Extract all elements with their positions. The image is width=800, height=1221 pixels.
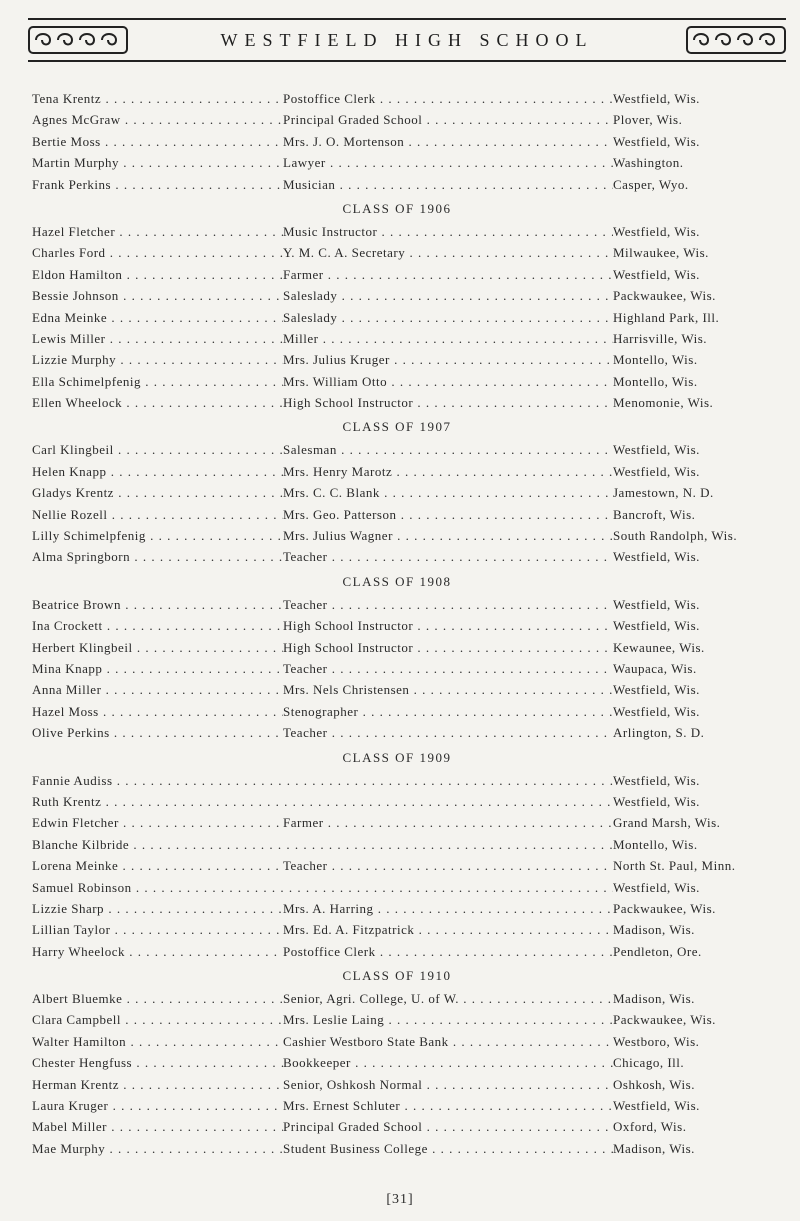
alumni-location: Pendleton, Ore.	[613, 943, 702, 959]
class-heading: CLASS OF 1906	[342, 200, 452, 216]
alumni-occupation: Mrs. Geo. Patterson	[283, 506, 397, 522]
alumni-name: Mabel Miller	[32, 1119, 107, 1135]
alumni-name: Mae Murphy	[32, 1140, 106, 1156]
alumni-occupation: Stenographer	[283, 703, 359, 719]
alumni-name: Lizzie Murphy	[32, 352, 117, 368]
alumni-occupation: Mrs. C. C. Blank	[283, 485, 380, 501]
alumni-name: Eldon Hamilton	[32, 266, 123, 282]
alumni-row	[32, 637, 792, 658]
alumni-row	[32, 701, 792, 722]
alumni-row	[32, 877, 792, 898]
alumni-row	[32, 834, 792, 855]
alumni-occupation: Lawyer	[283, 155, 326, 171]
alumni-name: Lillian Taylor	[32, 922, 111, 938]
alumni-name: Chester Hengfuss	[32, 1055, 133, 1071]
alumni-name: Harry Wheelock	[32, 943, 126, 959]
alumni-occupation: Teacher	[283, 549, 328, 565]
alumni-name: Ina Crockett	[32, 618, 103, 634]
alumni-row	[32, 285, 792, 306]
alumni-location: Westfield, Wis.	[613, 596, 700, 612]
alumni-name: Helen Knapp	[32, 463, 107, 479]
alumni-name: Blanche Kilbride	[32, 836, 130, 852]
alumni-row	[32, 770, 792, 791]
class-heading: CLASS OF 1907	[342, 419, 452, 435]
alumni-location: Bancroft, Wis.	[613, 506, 696, 522]
alumni-name: Clara Campbell	[32, 1012, 121, 1028]
alumni-name: Olive Perkins	[32, 725, 110, 741]
alumni-location: Westfield, Wis.	[613, 1098, 700, 1114]
alumni-location: Chicago, Ill.	[613, 1055, 685, 1071]
alumni-list	[32, 88, 792, 1159]
alumni-row	[32, 439, 792, 460]
alumni-occupation: High School Instructor	[283, 618, 414, 634]
alumni-name: Anna Miller	[32, 682, 102, 698]
alumni-location: Waupaca, Wis.	[613, 660, 697, 676]
alumni-occupation: Saleslady	[283, 288, 338, 304]
alumni-row	[32, 919, 792, 940]
alumni-location: Westfield, Wis.	[613, 793, 700, 809]
page-number: [31]	[386, 1192, 414, 1207]
alumni-row	[32, 1009, 792, 1030]
alumni-occupation: Salesman	[283, 442, 337, 458]
alumni-occupation: Mrs. A. Harring	[283, 900, 374, 916]
alumni-name: Agnes McGraw	[32, 112, 121, 128]
alumni-location: Westfield, Wis.	[613, 266, 700, 282]
alumni-occupation: Mrs. Julius Kruger	[283, 352, 390, 368]
alumni-name: Alma Springborn	[32, 549, 131, 565]
alumni-location: Westfield, Wis.	[613, 91, 700, 106]
alumni-row	[32, 812, 792, 833]
alumni-row	[32, 988, 792, 1009]
alumni-occupation: Teacher	[283, 725, 328, 741]
alumni-occupation: Postoffice Clerk	[283, 91, 376, 106]
alumni-occupation: Farmer	[283, 815, 324, 831]
alumni-location: Westfield, Wis.	[613, 442, 700, 458]
alumni-name: Herman Krentz	[32, 1076, 119, 1092]
alumni-name: Nellie Rozell	[32, 506, 108, 522]
alumni-location: Oxford, Wis.	[613, 1119, 687, 1135]
alumni-name: Lewis Miller	[32, 330, 106, 346]
alumni-name: Beatrice Brown	[32, 596, 121, 612]
alumni-name: Lizzie Sharp	[32, 900, 105, 916]
alumni-location: Jamestown, N. D.	[613, 485, 714, 501]
alumni-name: Samuel Robinson	[32, 879, 132, 895]
alumni-name: Lorena Meinke	[32, 858, 119, 874]
alumni-occupation: Bookkeeper	[283, 1055, 351, 1071]
alumni-occupation: Senior, Oshkosh Normal	[283, 1076, 423, 1092]
alumni-occupation: High School Instructor	[283, 395, 414, 411]
alumni-name: Tena Krentz	[32, 91, 102, 106]
alumni-name: Ellen Wheelock	[32, 395, 123, 411]
alumni-location: Kewaunee, Wis.	[613, 639, 705, 655]
alumni-name: Ella Schimelpfenig	[32, 373, 142, 389]
alumni-occupation: Mrs. Henry Marotz	[283, 463, 393, 479]
alumni-name: Fannie Audiss	[32, 772, 113, 788]
alumni-row	[32, 525, 792, 546]
alumni-row	[32, 679, 792, 700]
alumni-occupation: Cashier Westboro State Bank	[283, 1033, 449, 1049]
alumni-row	[32, 264, 792, 285]
alumni-location: Westfield, Wis.	[613, 682, 700, 698]
alumni-name: Frank Perkins	[32, 176, 112, 192]
alumni-name: Hazel Moss	[32, 703, 99, 719]
alumni-row	[32, 791, 792, 812]
alumni-row	[32, 174, 792, 195]
alumni-location: Westfield, Wis.	[613, 703, 700, 719]
alumni-row	[32, 1095, 792, 1116]
alumni-row	[32, 349, 792, 370]
alumni-row	[32, 482, 792, 503]
alumni-occupation: Senior, Agri. College, U. of W.	[283, 991, 460, 1007]
alumni-location: North St. Paul, Minn.	[613, 858, 736, 874]
alumni-row	[32, 1116, 792, 1137]
alumni-occupation: Teacher	[283, 858, 328, 874]
alumni-name: Walter Hamilton	[32, 1033, 127, 1049]
alumni-location: Highland Park, Ill.	[613, 309, 720, 325]
alumni-location: Westfield, Wis.	[613, 549, 700, 565]
alumni-row	[32, 898, 792, 919]
alumni-occupation: Principal Graded School	[283, 112, 423, 128]
alumni-location: Packwaukee, Wis.	[613, 900, 716, 916]
alumni-location: Arlington, S. D.	[613, 725, 705, 741]
alumni-name: Edna Meinke	[32, 309, 108, 325]
alumni-row	[32, 722, 792, 743]
alumni-occupation: Mrs. Julius Wagner	[283, 528, 393, 544]
class-heading: CLASS OF 1909	[342, 749, 452, 765]
alumni-name: Ruth Krentz	[32, 793, 102, 809]
alumni-location: Harrisville, Wis.	[613, 330, 708, 346]
alumni-row	[32, 461, 792, 482]
alumni-occupation: Music Instructor	[283, 223, 378, 239]
alumni-row	[32, 392, 792, 413]
alumni-name: Gladys Krentz	[32, 485, 114, 501]
alumni-occupation: Mrs. Leslie Laing	[283, 1012, 385, 1028]
alumni-location: Oshkosh, Wis.	[613, 1076, 695, 1092]
alumni-occupation: Teacher	[283, 660, 328, 676]
alumni-location: Menomonie, Wis.	[613, 395, 714, 411]
alumni-row	[32, 941, 792, 962]
alumni-location: Packwaukee, Wis.	[613, 1012, 716, 1028]
alumni-occupation: Principal Graded School	[283, 1119, 423, 1135]
alumni-occupation: Teacher	[283, 596, 328, 612]
alumni-occupation: Mrs. Ed. A. Fitzpatrick	[283, 922, 415, 938]
alumni-location: Montello, Wis.	[613, 373, 698, 389]
alumni-occupation: Farmer	[283, 266, 324, 282]
page-title: WESTFIELD HIGH SCHOOL	[220, 29, 594, 50]
alumni-location: Milwaukee, Wis.	[613, 245, 709, 261]
alumni-occupation: Student Business College	[283, 1140, 428, 1156]
alumni-name: Albert Bluemke	[32, 991, 123, 1007]
alumni-location: Westfield, Wis.	[613, 463, 700, 479]
alumni-row	[32, 131, 792, 152]
scroll-ornament-left	[28, 26, 128, 54]
alumni-location: Westfield, Wis.	[613, 133, 700, 149]
alumni-name: Carl Klingbeil	[32, 442, 114, 458]
alumni-row	[32, 615, 792, 636]
alumni-location: Casper, Wyo.	[613, 176, 689, 192]
alumni-location: Packwaukee, Wis.	[613, 288, 716, 304]
alumni-row	[32, 371, 792, 392]
alumni-location: Westfield, Wis.	[613, 618, 700, 634]
alumni-location: South Randolph, Wis.	[613, 528, 738, 544]
alumni-location: Grand Marsh, Wis.	[613, 815, 721, 831]
class-heading: CLASS OF 1908	[342, 573, 452, 589]
alumni-row	[32, 109, 792, 130]
alumni-name: Martin Murphy	[32, 155, 120, 171]
alumni-row	[32, 328, 792, 349]
alumni-location: Montello, Wis.	[613, 836, 698, 852]
scroll-ornament-right	[686, 26, 786, 54]
alumni-row	[32, 855, 792, 876]
alumni-location: Washington.	[613, 155, 684, 171]
page-header	[28, 18, 786, 62]
alumni-row	[32, 1031, 792, 1052]
alumni-occupation: Mrs. J. O. Mortenson	[283, 133, 405, 149]
class-heading: CLASS OF 1910	[342, 968, 452, 984]
alumni-location: Madison, Wis.	[613, 922, 695, 938]
alumni-occupation: Mrs. William Otto	[283, 373, 388, 389]
alumni-occupation: Mrs. Ernest Schluter	[283, 1098, 401, 1114]
alumni-occupation: Mrs. Nels Christensen	[283, 682, 410, 698]
alumni-occupation: Musician	[283, 176, 336, 192]
alumni-occupation: Saleslady	[283, 309, 338, 325]
alumni-name: Lilly Schimelpfenig	[32, 528, 146, 544]
alumni-name: Laura Kruger	[32, 1098, 109, 1114]
alumni-row	[32, 546, 792, 567]
alumni-name: Edwin Fletcher	[32, 815, 119, 831]
alumni-row	[32, 504, 792, 525]
alumni-row	[32, 88, 792, 109]
alumni-row	[32, 307, 792, 328]
alumni-row	[32, 221, 792, 242]
alumni-row	[32, 152, 792, 173]
alumni-occupation: High School Instructor	[283, 639, 414, 655]
alumni-row	[32, 1052, 792, 1073]
alumni-location: Montello, Wis.	[613, 352, 698, 368]
alumni-row	[32, 242, 792, 263]
alumni-occupation: Miller	[283, 330, 319, 346]
alumni-row	[32, 1138, 792, 1159]
alumni-location: Westboro, Wis.	[613, 1033, 700, 1049]
alumni-occupation: Postoffice Clerk	[283, 943, 376, 959]
alumni-name: Mina Knapp	[32, 660, 103, 676]
alumni-location: Madison, Wis.	[613, 991, 695, 1007]
alumni-occupation: Y. M. C. A. Secretary	[283, 245, 406, 261]
alumni-location: Madison, Wis.	[613, 1140, 695, 1156]
alumni-location: Westfield, Wis.	[613, 223, 700, 239]
alumni-name: Charles Ford	[32, 245, 106, 261]
alumni-row	[32, 658, 792, 679]
alumni-location: Westfield, Wis.	[613, 772, 700, 788]
alumni-row	[32, 1074, 792, 1095]
alumni-name: Hazel Fletcher	[32, 223, 116, 239]
alumni-name: Herbert Klingbeil	[32, 639, 133, 655]
alumni-name: Bessie Johnson	[32, 288, 119, 304]
alumni-row	[32, 594, 792, 615]
alumni-location: Westfield, Wis.	[613, 879, 700, 895]
alumni-location: Plover, Wis.	[613, 112, 683, 128]
alumni-name: Bertie Moss	[32, 133, 101, 149]
